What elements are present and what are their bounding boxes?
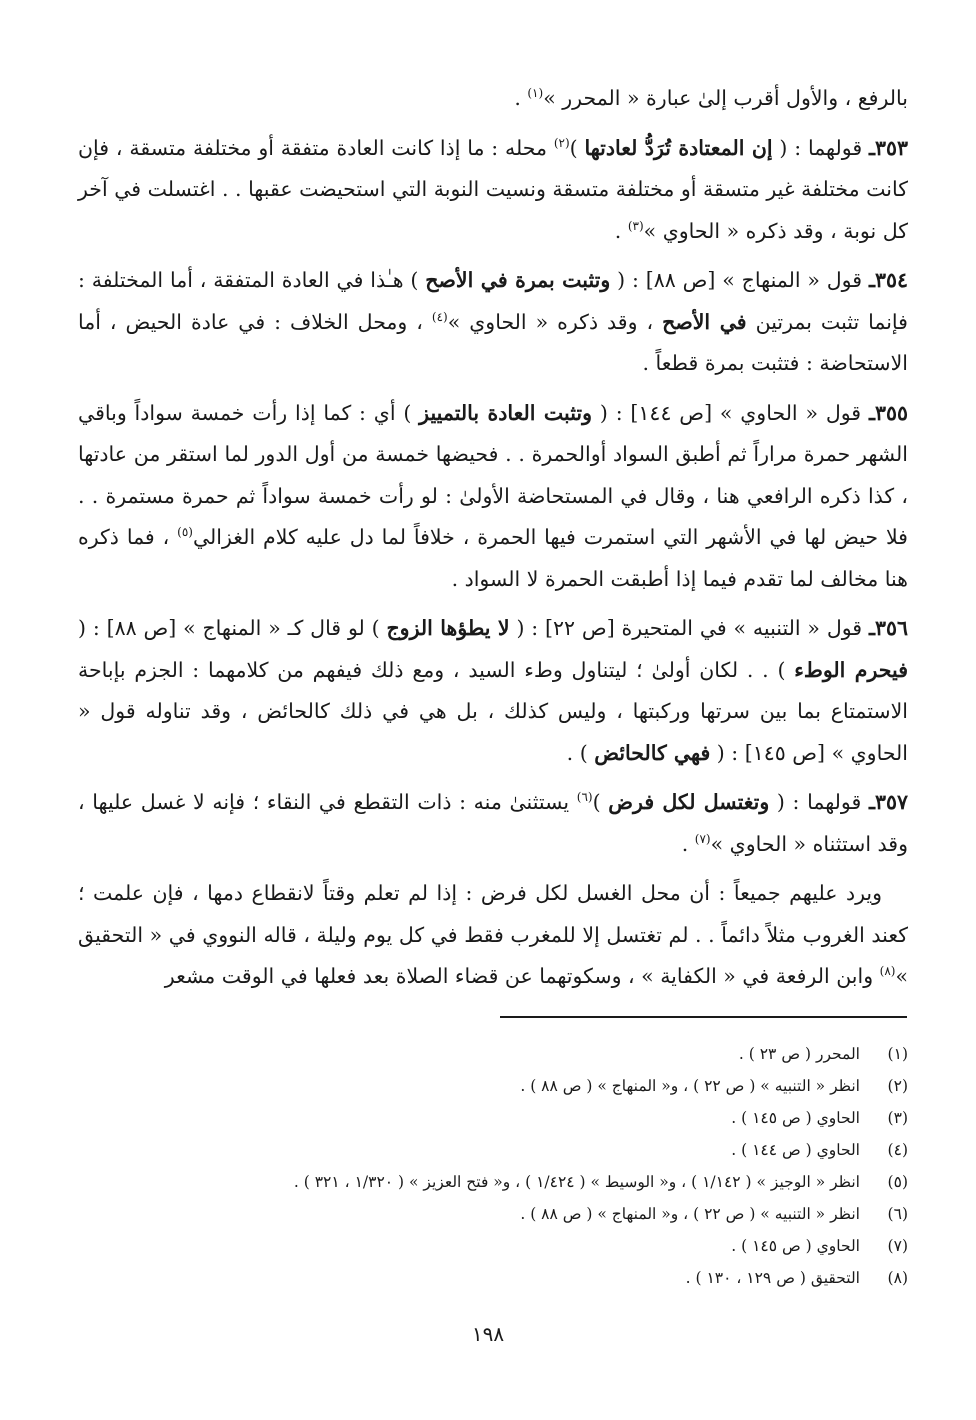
text-run: ) <box>592 790 609 814</box>
page-number: ١٩٨ <box>471 1322 505 1346</box>
footnote <box>68 1070 908 1102</box>
quoted-text: في الأصح <box>662 309 747 334</box>
paragraph <box>78 873 908 998</box>
text-run: . <box>514 86 528 110</box>
footnote-marker: (٤) <box>431 309 448 324</box>
paragraph-number: ٣٥٥ـ <box>868 400 908 425</box>
paragraph <box>78 608 908 774</box>
footnote-text: انظر « التنبيه » ( ص ٢٢ ) ، و« المنهاج » ( ص ٨٨ ) . <box>520 1205 860 1223</box>
footnote <box>68 1166 908 1198</box>
footnote-number: (٣) <box>887 1109 908 1127</box>
paragraph <box>78 128 908 253</box>
paragraph <box>78 782 908 865</box>
paragraph <box>78 260 908 385</box>
quoted-text: وتثبت بمرة في الأصح <box>425 268 611 292</box>
paragraph <box>78 78 908 120</box>
quoted-text: لا يطؤها الزوج <box>386 616 510 640</box>
footnote <box>68 1102 908 1134</box>
text-run: قول « المنهاج » [ص ٨٨] : ( <box>610 268 869 292</box>
text-run: . <box>681 831 695 856</box>
footnote-marker: (٢) <box>553 135 570 150</box>
footnote-number: (٧) <box>887 1237 908 1255</box>
text-run: ، ومحل الخلاف : في عادة الحيض ، أما الاستحاضة : فتثبت بمرة قطعاً . <box>78 309 908 375</box>
paragraph <box>78 393 908 601</box>
footnote <box>68 1134 908 1166</box>
footnote-marker: (٦) <box>576 790 593 805</box>
footnote <box>68 1262 908 1294</box>
text-run: ) . <box>566 740 595 765</box>
footnote-marker: (١) <box>527 86 544 101</box>
footnote-number: (٦) <box>887 1205 908 1223</box>
footnote-number: (١) <box>887 1045 908 1063</box>
text-run: ، وقد ذكره « الحاوي » <box>447 309 663 334</box>
text-run: قولهما : ( <box>769 790 869 814</box>
text-run: قولهما : ( <box>772 135 869 160</box>
footnote-text: انظر « التنبيه » ( ص ٢٢ ) ، و« المنهاج » ( ص ٨٨ ) . <box>520 1077 860 1095</box>
paragraph-number: ٣٥٤ـ <box>868 268 908 292</box>
text-run: ويرد عليهم جميعاً : أن محل الغسل لكل فرض : إذا لم تعلم وقتاً لانقطاع دمها ، فإن علمت ؛ كعند الغروب مثلاً دائماً . . لم تغتسل إلا للمغرب فقط في كل يوم وليلة ، قاله النووي في « التحقيق » <box>78 881 908 988</box>
footnote-number: (٥) <box>887 1173 908 1191</box>
footnotes-list <box>68 1038 908 1294</box>
text-run: ، فما ذكره هنا مخالف لما تقدم فيما إذا أطبقت الحمرة لا السواد . <box>78 525 908 591</box>
footnote-marker: (٨) <box>879 964 896 979</box>
footnote-number: (٤) <box>887 1141 908 1159</box>
main-text <box>78 78 908 998</box>
text-run: بالرفع ، والأول أقرب إلىٰ عبارة « المحرر » <box>543 86 908 110</box>
footnote-number: (٢) <box>887 1077 908 1095</box>
quoted-text: فهي كالحائض <box>594 740 711 765</box>
text-run: محله : ما إذا كانت العادة متفقة أو مختلفة متسقة ، فإن كانت مختلفة غير متسقة أو مختلفة متسقة ونسيت النوبة التي استحيضت عقبها . . اغتسلت في آخر كل نوبة ، وقد ذكره « الحاوي » <box>78 135 908 243</box>
text-run: وابن الرفعة في « الكفاية » ، وسكوتهما عن قضاء الصلاة بعد فعلها في الوقت مشعر <box>164 964 880 988</box>
footnote-text: المحرر ( ص ٢٣ ) . <box>738 1045 860 1063</box>
paragraph-number: ٣٥٧ـ <box>868 790 909 814</box>
footnote-number: (٨) <box>887 1269 908 1287</box>
text-run: ) <box>569 135 585 160</box>
footnote-text: الحاوي ( ص ١٤٥ ) . <box>731 1109 860 1127</box>
text-run: قول « الحاوي » [ص ١٤٤] : ( <box>592 400 869 425</box>
footnote-text: التحقيق ( ص ١٢٩ ، ١٣٠ ) . <box>685 1269 860 1287</box>
text-run: ) . . لكان أولىٰ ؛ ليتناول وطء السيد ، ومع ذلك فيفهم من كلامهما : الجزم بإباحة الاستمتاع بما بين سرتها وركبتها ، وليس كذلك ، بل هي في ذلك كالحائض ، وقد تناوله قول « الحاوي » [ص ١٤٥] : ( <box>78 657 908 765</box>
text-run: ) هـٰذا في العادة المتفقة ، أما المختلفة : فإنما تثبت بمرتين <box>78 268 908 334</box>
quoted-text: وتثبت العادة بالتمييز <box>419 400 593 425</box>
footnote-separator <box>500 1016 907 1018</box>
text-run: ) أي : كما إذا رأت خمسة سواداً وباقي الشهر حمرة مراراً ثم أطبق السواد أوالحمرة . . فحيضها خمسة من أول الدور لما استقر من عادتها ، كذا ذكره الرافعي هنا ، وقال في المستحاضة الأولىٰ : لو رأت خمسة سواداً ثم حمرة مستمرة . . فلا حيض لها في الأشهر التي استمرت فيها الحمرة ، خلافاً لما دل عليه كلام الغزالي <box>78 400 908 549</box>
quoted-text: وتغتسل لكل فرض <box>608 790 770 814</box>
text-run: يستثنىٰ منه : ذات التقطع في النقاء ؛ فإنه لا غسل عليها ، وقد استثناه « الحاوي » <box>78 790 908 856</box>
text-run: . <box>614 218 628 243</box>
quoted-text: إن المعتادة تُرَدُّ لعادتها <box>584 135 773 160</box>
footnote-text: الحاوي ( ص ١٤٤ ) . <box>731 1141 860 1159</box>
footnote-marker: (٧) <box>694 831 711 846</box>
footnote <box>68 1198 908 1230</box>
footnote <box>68 1230 908 1262</box>
text-run: قول « التنبيه » في المتحيرة [ص ٢٢] : ( <box>509 616 869 640</box>
footnote-marker: (٥) <box>177 525 193 540</box>
footnote <box>68 1038 908 1070</box>
quoted-text: فيحرم الوطء <box>794 657 908 682</box>
paragraph-number: ٣٥٣ـ <box>868 135 909 160</box>
footnote-marker: (٣) <box>627 218 644 233</box>
footnote-text: الحاوي ( ص ١٤٥ ) . <box>731 1237 860 1255</box>
footnote-text: انظر « الوجيز » ( ١/١٤٢ ) ، و« الوسيط » ( ١/٤٢٤ ) ، و« فتح العزيز » ( ١/٣٢٠ ، ٣٢١ ) . <box>293 1173 860 1191</box>
text-run: ) لو قال كـ « المنهاج » [ص ٨٨] : ( <box>78 616 387 640</box>
paragraph-number: ٣٥٦ـ <box>868 616 908 640</box>
